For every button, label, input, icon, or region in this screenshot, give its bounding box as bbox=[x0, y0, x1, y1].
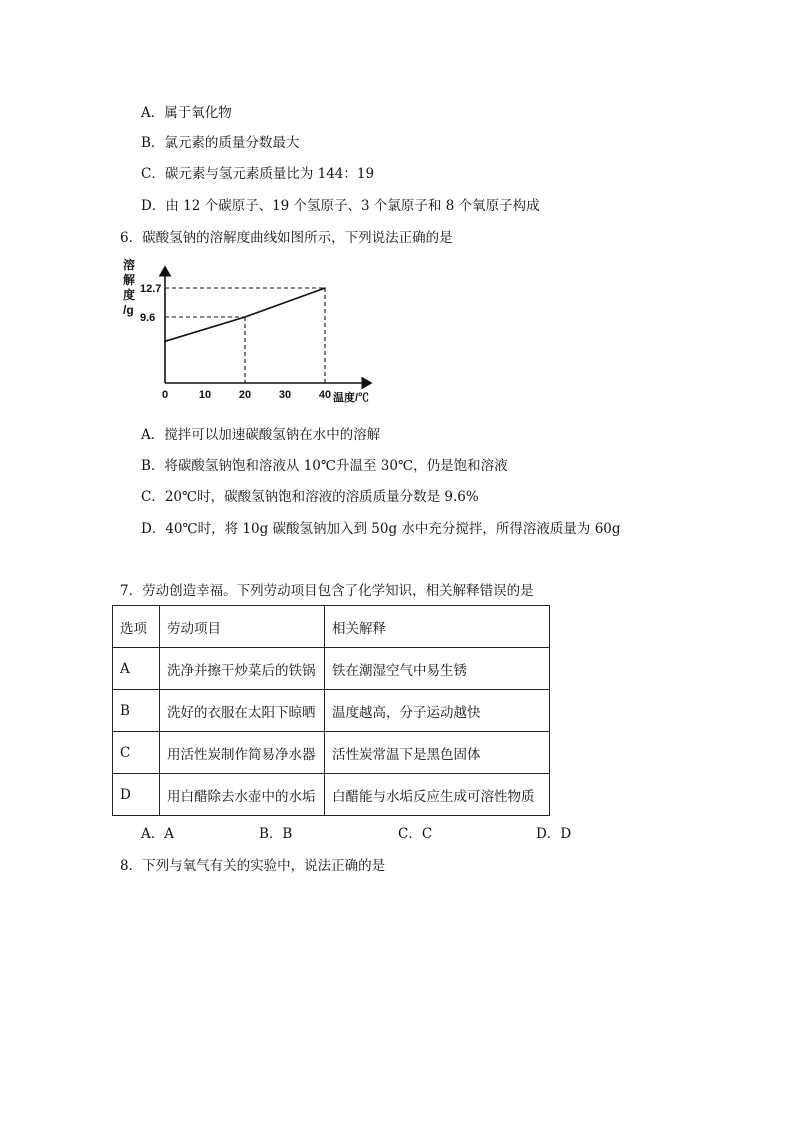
y-label-char: /g bbox=[123, 303, 134, 317]
header-cell: 选项 bbox=[113, 606, 160, 648]
table-row bbox=[113, 648, 550, 690]
table-cell: 用白醋除去水壶中的水垢 bbox=[160, 774, 325, 816]
table-cell: 铁在潮湿空气中易生锈 bbox=[325, 648, 550, 690]
y-tick-label: 9.6 bbox=[140, 312, 156, 324]
table-cell: 白醋能与水垢反应生成可溶性物质 bbox=[325, 774, 550, 816]
x-tick-label: 40 bbox=[318, 389, 332, 401]
q5-option-a: A．属于氧化物 bbox=[141, 105, 232, 121]
solubility-chart bbox=[118, 255, 388, 410]
q8-stem: 8．下列与氧气有关的实验中，说法正确的是 bbox=[120, 858, 386, 874]
y-tick-label: 12.7 bbox=[140, 283, 162, 295]
data-point bbox=[244, 316, 246, 318]
table-cell: 洗好的衣服在太阳下晾晒 bbox=[160, 690, 325, 732]
data-point bbox=[324, 287, 326, 289]
table-cell: B bbox=[113, 690, 160, 732]
table-cell: 洗净并擦干炒菜后的铁锅 bbox=[160, 648, 325, 690]
q5-option-d: D．由 12 个碳原子、19 个氢原子、3 个氯原子和 8 个氧原子构成 bbox=[141, 198, 540, 214]
table-row bbox=[113, 732, 550, 774]
y-label-char: 解 bbox=[123, 273, 136, 287]
x-tick-label: 20 bbox=[238, 389, 252, 401]
q7-answer-a: A．A bbox=[141, 826, 174, 842]
data-point bbox=[164, 341, 166, 343]
y-label-char: 度 bbox=[123, 288, 136, 302]
table-cell: A bbox=[113, 648, 160, 690]
table-cell: D bbox=[113, 774, 160, 816]
q5-option-c: C．碳元素与氢元素质量比为 144：19 bbox=[141, 166, 375, 182]
q7-table bbox=[112, 605, 550, 816]
x-tick-label: 0 bbox=[161, 389, 169, 401]
q7-answer-d: D．D bbox=[536, 826, 572, 842]
table-cell: 活性炭常温下是黑色固体 bbox=[325, 732, 550, 774]
q6-option-a: A．搅拌可以加速碳酸氢钠在水中的溶解 bbox=[141, 427, 381, 443]
q7-stem: 7．劳动创造幸福。下列劳动项目包含了化学知识，相关解释错误的是 bbox=[120, 583, 534, 599]
table-cell: 温度越高，分子运动越快 bbox=[325, 690, 550, 732]
q6-option-d: D．40℃时，将 10g 碳酸氢钠加入到 50g 水中充分搅拌，所得溶液质量为 60g bbox=[141, 521, 621, 537]
table-cell: 用活性炭制作简易净水器 bbox=[160, 732, 325, 774]
x-tick-label: 30 bbox=[278, 389, 292, 401]
y-axis-label bbox=[123, 257, 135, 317]
q6-stem: 6．碳酸氢钠的溶解度曲线如图所示，下列说法正确的是 bbox=[120, 230, 453, 246]
table-header-row bbox=[113, 606, 550, 648]
table-row bbox=[113, 774, 550, 816]
q7-answer-c: C．C bbox=[398, 826, 433, 842]
header-cell: 劳动项目 bbox=[160, 606, 325, 648]
q5-option-b: B．氯元素的质量分数最大 bbox=[141, 135, 300, 151]
table-row bbox=[113, 690, 550, 732]
q7-answer-b: B．B bbox=[259, 826, 293, 842]
header-cell: 相关解释 bbox=[325, 606, 550, 648]
q6-option-c: C．20℃时，碳酸氢钠饱和溶液的溶质质量分数是 9.6% bbox=[141, 489, 479, 505]
q6-option-b: B．将碳酸氢钠饱和溶液从 10℃升温至 30℃，仍是饱和溶液 bbox=[141, 458, 508, 474]
table-cell: C bbox=[113, 732, 160, 774]
x-tick-label: 10 bbox=[198, 389, 212, 401]
y-label-char: 溶 bbox=[123, 258, 136, 272]
x-axis-label: 温度/℃ bbox=[333, 392, 370, 404]
